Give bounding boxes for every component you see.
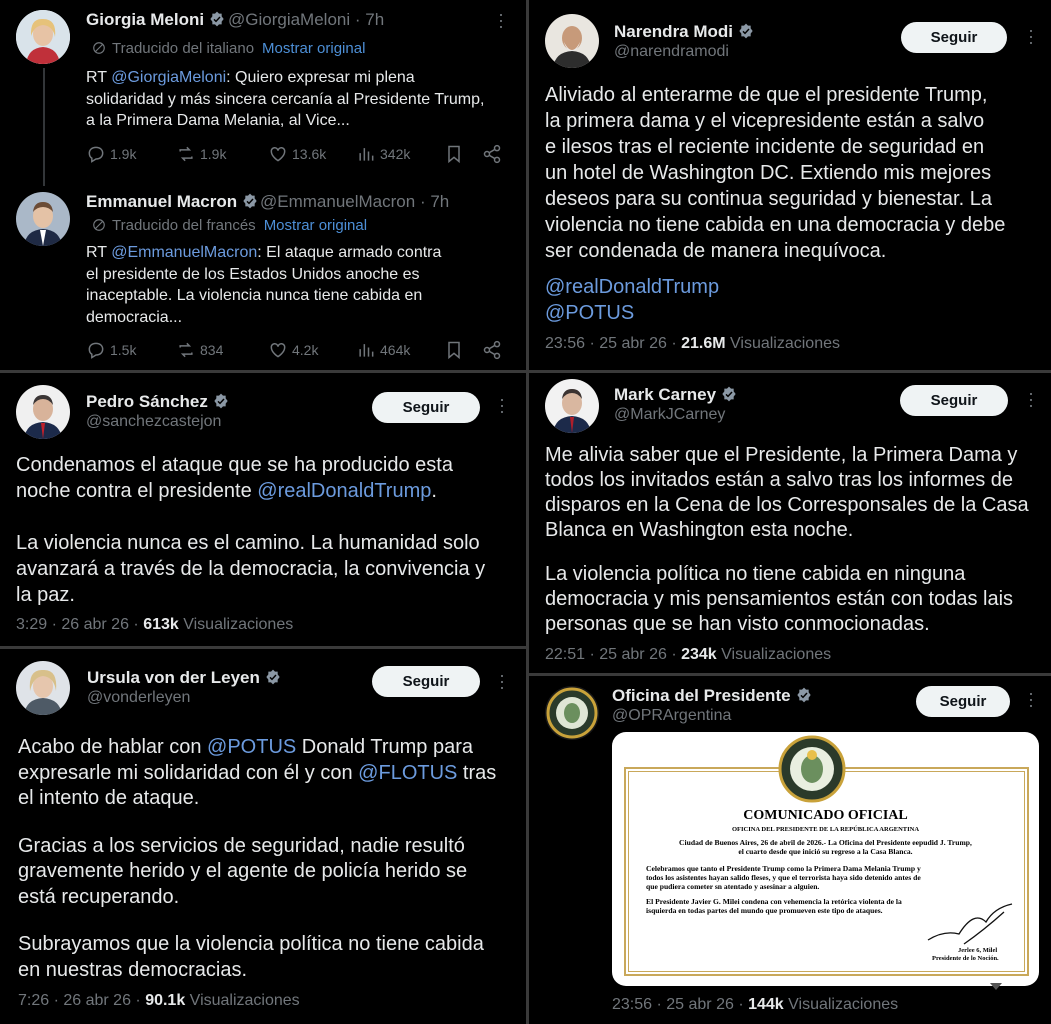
timestamp: · 7h (419, 192, 450, 211)
verified-badge-icon (738, 23, 754, 44)
tweet-meta (16, 616, 293, 634)
body-line: a la Primera Dama Melania, al Vice... (86, 112, 350, 129)
body-line: : Quiero expresar mi plena (226, 69, 415, 86)
bookmark-icon (444, 144, 464, 164)
body-line: solidaridad y más sincera cercanía al Presidente Trump, (86, 90, 485, 108)
bookmark-icon (444, 340, 464, 360)
body-line: el presidente de los Estados Unidos anoche es (86, 265, 420, 283)
rt-prefix: RT (86, 69, 112, 86)
panel-modi (529, 0, 1051, 370)
body-line: el intento de ataque. (18, 787, 200, 809)
share-button[interactable] (482, 340, 502, 360)
follow-button[interactable]: Seguir (372, 392, 480, 423)
author-name[interactable] (86, 10, 225, 32)
body-line: La violencia política no tiene cabida en ninguna (545, 563, 966, 585)
panel-meloni-macron (0, 0, 526, 370)
thread-line (43, 68, 45, 186)
translate-icon (92, 217, 112, 234)
author-name-text: Oficina del Presidente (612, 686, 791, 705)
body-line: gravemente herido y el agente de policía herido se (18, 860, 468, 882)
action-bar (86, 340, 506, 362)
author-handle[interactable]: @OPRArgentina (612, 707, 732, 724)
verified-badge-icon (213, 393, 229, 414)
views-label: Visualizaciones (725, 335, 840, 352)
body-line: inaceptable. La violencia nunca tiene cabida en (86, 287, 423, 304)
body-line: tras (457, 761, 497, 784)
body-line: Subrayamos que la violencia política no tiene cabida (18, 933, 484, 955)
views-label: Visualizaciones (185, 992, 300, 1009)
tweet-meta (18, 992, 300, 1010)
author-handle[interactable]: @narendramodi (614, 43, 729, 60)
signature-name: Jerlee 6, Milel (958, 947, 998, 954)
avatar-meloni[interactable] (16, 10, 70, 64)
document-line: todos los asistentes hayan salido fleses, y que el terrorista haya sido detenido antes de (646, 873, 921, 882)
document-line: Ciudad de Buenos Aires, 26 de abril de 2026.- La Oficina del Presidente eepudid J. Trump, (679, 838, 972, 847)
views-button[interactable] (356, 340, 410, 360)
avatar-carney[interactable] (545, 379, 599, 433)
author-name[interactable] (86, 392, 229, 414)
author-handle[interactable]: @MarkJCarney (614, 406, 726, 423)
author-handle[interactable]: @sanchezcastejon (86, 413, 222, 430)
author-name-text: Pedro Sánchez (86, 392, 208, 411)
author-name[interactable] (612, 686, 812, 708)
author-name-text: Emmanuel Macron (86, 192, 238, 211)
view-count: 144k (748, 996, 784, 1013)
author-name-text: Mark Carney (614, 385, 717, 404)
timestamp[interactable]: 22:51 · 25 abr 26 · (545, 646, 682, 663)
body-line: personas que se han visto conmocionadas. (545, 613, 930, 635)
mention-link[interactable]: @EmmanuelMacron (111, 244, 258, 261)
verified-badge-icon (721, 386, 737, 407)
avatar-macron[interactable] (16, 192, 70, 246)
repost-count: 1.9k (200, 146, 227, 162)
body-line: La violencia nunca es el camino. La humanidad solo (16, 532, 480, 554)
show-original-link[interactable]: Mostrar original (262, 40, 366, 57)
more-options-icon[interactable]: ··· (493, 673, 513, 691)
share-icon (482, 340, 502, 360)
repost-icon (176, 144, 196, 164)
tweet-body (86, 242, 441, 328)
body-line: la primera dama y el vicepresidente están a salvo (545, 110, 985, 132)
panel-sanchez (0, 373, 526, 646)
tweet-body (16, 452, 485, 608)
timestamp[interactable]: 23:56 · 25 abr 26 · (545, 335, 682, 352)
author-name[interactable] (87, 668, 281, 690)
avatar-leyen[interactable] (16, 661, 70, 715)
avatar-modi[interactable] (545, 14, 599, 68)
body-line: . (431, 480, 437, 502)
author-handle[interactable] (228, 10, 384, 30)
document-line: que pudiera cometer sn atentado y asesinar a alguien. (646, 882, 820, 891)
timestamp[interactable]: 23:56 · 25 abr 26 · (612, 996, 749, 1013)
document-line: El Presidente Javier G. Milei condena con vehemencia la retórica violenta de la (646, 897, 902, 906)
avatar-opra[interactable] (545, 686, 599, 740)
body-line: noche contra el presidente (16, 480, 258, 502)
view-count: 464k (380, 342, 411, 358)
reply-button[interactable] (86, 144, 136, 164)
reply-count: 1.5k (110, 342, 137, 358)
timestamp[interactable]: 7:26 · 26 abr 26 · (18, 992, 146, 1009)
tweet-meta (545, 335, 840, 353)
views-label: Visualizaciones (716, 646, 832, 663)
panel-carney (529, 373, 1051, 673)
view-count: 234k (681, 646, 717, 663)
show-original-link[interactable]: Mostrar original (263, 217, 368, 234)
mention-link[interactable]: @POTUS (207, 736, 297, 758)
verified-badge-icon (796, 687, 812, 708)
heart-icon (268, 340, 288, 360)
view-count: 90.1k (145, 992, 186, 1009)
translation-note (92, 40, 365, 57)
reply-button[interactable] (86, 340, 136, 360)
author-name[interactable] (614, 22, 754, 44)
reply-icon (86, 340, 106, 360)
body-line: todos los invitados están a salvo tras los informes de (545, 469, 1014, 491)
body-line: ser condenada de manera inequívoca. (545, 240, 887, 262)
author-name[interactable] (86, 192, 258, 214)
body-line: Donald Trump para (296, 736, 473, 758)
verified-badge-icon (209, 11, 225, 32)
reply-count: 1.9k (110, 146, 137, 162)
body-line: deseos para su continua seguridad y bienestar. La (545, 188, 992, 210)
views-label: Visualizaciones (783, 996, 899, 1013)
views-label: Visualizaciones (178, 616, 294, 633)
mention-link[interactable]: @POTUS (545, 302, 635, 324)
body-line: Condenamos el ataque que se ha producido esta (16, 454, 453, 476)
body-line: e ilesos tras el reciente incidente de seguridad en (545, 136, 985, 158)
like-button[interactable] (268, 144, 326, 164)
translation-note (92, 217, 367, 234)
follow-button[interactable]: Seguir (901, 22, 1007, 53)
timestamp[interactable]: 3:29 · 26 abr 26 · (16, 616, 144, 633)
body-line: Acabo de hablar con (18, 736, 208, 758)
translate-icon (92, 40, 112, 57)
body-line: está recuperando. (18, 885, 180, 908)
body-line: Aliviado al enterarme de que el presidente Trump, (545, 84, 988, 106)
chevron-down-icon[interactable] (989, 979, 1003, 997)
like-count: 4.2k (292, 342, 319, 358)
rt-prefix: RT (86, 244, 112, 261)
views-icon (356, 144, 376, 164)
tweet-body (18, 735, 496, 983)
avatar-sanchez[interactable] (16, 385, 70, 439)
handle-text: @GiorgiaMeloni (228, 10, 351, 29)
verified-badge-icon (242, 193, 258, 214)
tweet-body (86, 67, 484, 132)
document-line: el cuarto desde que inició su regreso a la Casa Blanca. (738, 847, 913, 856)
author-name-text: Giorgia Meloni (86, 10, 205, 29)
follow-button[interactable]: Seguir (900, 385, 1008, 416)
view-count: 613k (143, 616, 179, 633)
body-line: en nuestras democracias. (18, 958, 248, 981)
body-line: avanzará a través de la democracia, la convivencia y (16, 558, 486, 580)
repost-button[interactable] (176, 340, 223, 360)
document-title: COMUNICADO OFICIAL (743, 808, 908, 823)
heart-icon (268, 144, 288, 164)
panel-opra (529, 676, 1051, 1024)
body-line: Me alivia saber que el Presidente, la Primera Dama y (545, 444, 1018, 466)
communique-image[interactable] (612, 732, 1039, 986)
author-name[interactable] (614, 385, 737, 407)
view-count: 342k (380, 146, 411, 162)
translated-label: Traducido del francés (112, 217, 256, 234)
tweet-meta (545, 646, 831, 664)
like-button[interactable] (268, 340, 318, 360)
author-handle[interactable]: @vonderleyen (87, 689, 191, 706)
verified-badge-icon (265, 669, 281, 690)
tweet-body (545, 443, 1029, 637)
signature-icon (924, 900, 1014, 950)
body-line: democracia... (86, 308, 183, 326)
views-icon (356, 340, 376, 360)
tweet-body (545, 82, 1005, 326)
author-handle[interactable] (260, 192, 449, 212)
body-line: : El ataque armado contra (257, 244, 442, 261)
panel-leyen (0, 649, 526, 1024)
body-line: Gracias a los servicios de seguridad, nadie resultó (18, 834, 465, 857)
body-line: expresarle mi solidaridad con él y con (18, 761, 359, 784)
more-options-icon[interactable]: ··· (1022, 691, 1042, 709)
mention-link[interactable]: @GiorgiaMeloni (111, 69, 227, 86)
reply-icon (86, 144, 106, 164)
repost-icon (176, 340, 196, 360)
follow-button[interactable]: Seguir (372, 666, 480, 697)
document-subtitle: OFICINA DEL PRESIDENTE DE LA REPÚBLICA ARGENTINA (731, 826, 920, 833)
body-line: democracia y mis pensamientos están con todas lais (545, 588, 1014, 610)
document-line: isquierda en todas partes del mundo que promueven este tipo de ataques. (646, 906, 883, 915)
tweet-meta (612, 996, 898, 1014)
share-icon (482, 144, 502, 164)
body-line: la paz. (16, 584, 75, 606)
more-options-icon[interactable]: ··· (1022, 28, 1042, 46)
share-button[interactable] (482, 144, 502, 164)
body-line: un hotel de Washington DC. Extiendo mis mejores (545, 162, 992, 184)
repost-button[interactable] (176, 144, 226, 164)
signature-title: Presidente de lo Noción. (932, 955, 999, 962)
author-name-text: Narendra Modi (614, 22, 734, 41)
presidential-seal-icon (778, 735, 846, 803)
translated-label: Traducido del italiano (112, 40, 255, 57)
mention-link[interactable]: @realDonaldTrump (545, 276, 720, 298)
bookmark-button[interactable] (444, 340, 464, 360)
mention-link[interactable]: @realDonaldTrump (257, 480, 432, 502)
action-bar (86, 144, 506, 166)
more-options-icon[interactable]: ··· (492, 12, 512, 30)
body-line: violencia no tiene cabida en una democracia y debe (545, 214, 1006, 236)
author-name-text: Ursula von der Leyen (87, 668, 260, 687)
document-line: Celebramos que tanto el Presidente Trump como la Primera Dama Melania Trump y (646, 864, 921, 873)
view-count: 21.6M (681, 335, 726, 352)
like-count: 13.6k (292, 146, 327, 162)
timestamp: · 7h (354, 10, 385, 29)
bookmark-button[interactable] (444, 144, 464, 164)
handle-text: @EmmanuelMacron (260, 192, 416, 211)
follow-button[interactable]: Seguir (916, 686, 1010, 717)
body-line: disparos en la Cena de los Corresponsales de la Casa (545, 494, 1029, 516)
mention-link[interactable]: @FLOTUS (358, 761, 458, 784)
body-line: Blanca en Washington esta noche. (545, 519, 854, 541)
more-options-icon[interactable]: ··· (493, 397, 513, 415)
repost-count: 834 (200, 342, 224, 358)
more-options-icon[interactable]: ··· (1022, 391, 1042, 409)
views-button[interactable] (356, 144, 410, 164)
